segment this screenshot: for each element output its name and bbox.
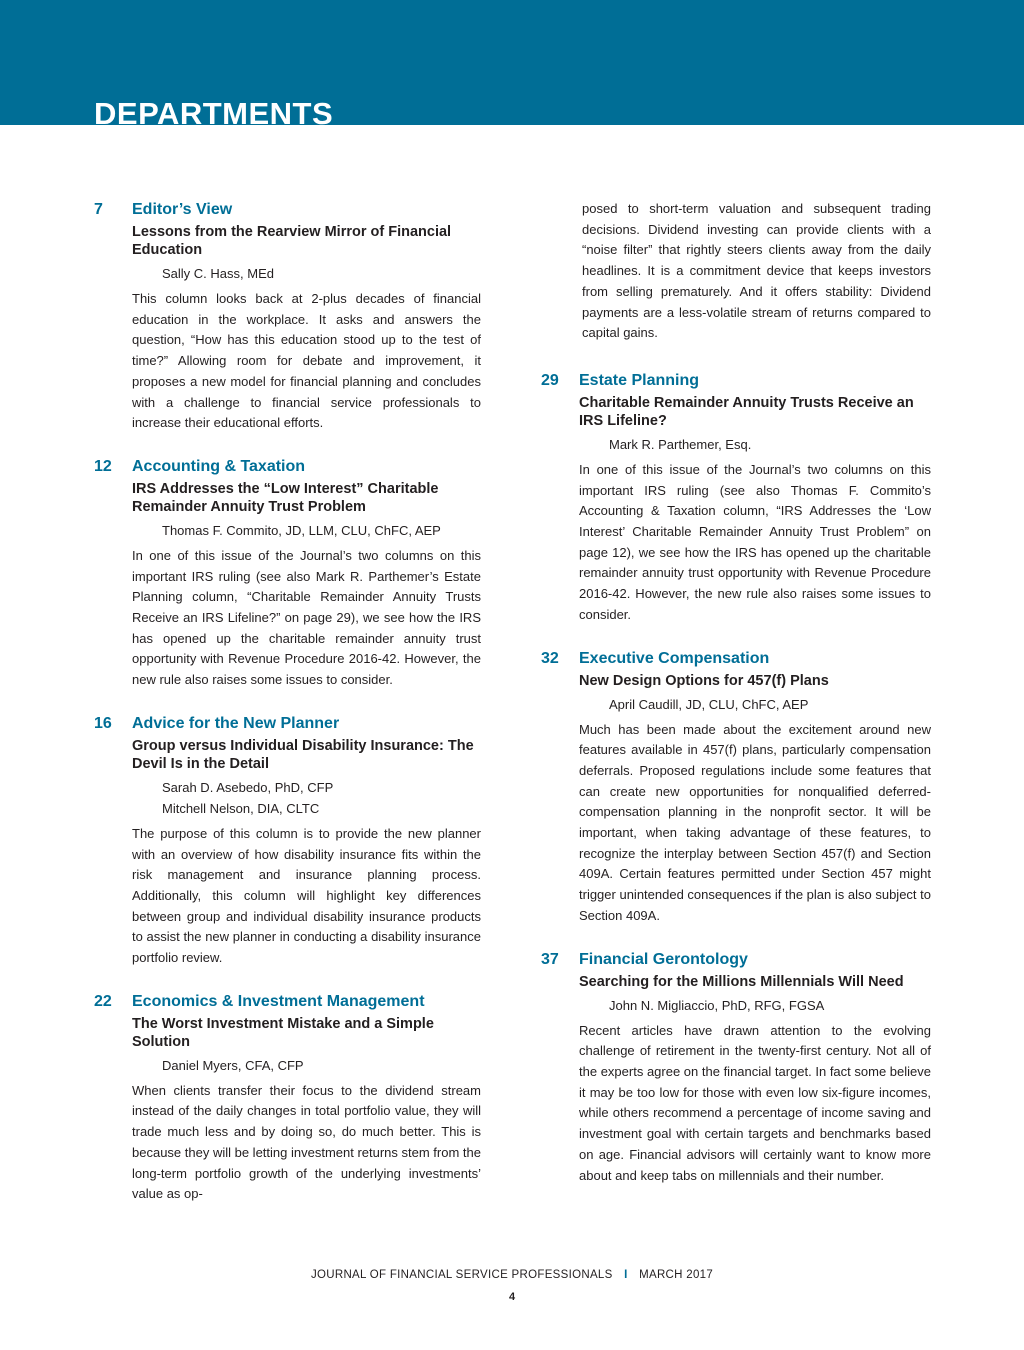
article-title: The Worst Investment Mistake and a Simple Solution	[132, 1015, 434, 1050]
article-title: Group versus Individual Disability Insurance: The Devil Is in the Detail	[132, 737, 474, 772]
toc-entry-economics-investment[interactable]	[94, 991, 481, 1205]
department-name: Executive Compensation	[579, 649, 770, 667]
article-title: Lessons from the Rearview Mirror of Financial Education	[132, 224, 452, 258]
right-column	[541, 199, 931, 1186]
page-number: 12	[94, 457, 112, 475]
page-number: 7	[94, 201, 103, 218]
issue-date: MARCH 2017	[639, 1269, 714, 1281]
journal-name: JOURNAL OF FINANCIAL SERVICE PROFESSIONALS	[310, 1269, 613, 1281]
article-title: IRS Addresses the “Low Interest” Charitable Remainder Annuity Trust Problem	[132, 480, 439, 515]
article-description: In one of this issue of the Journal’s two columns on this important IRS ruling (see also Mark R. Parthemer’s Estate Planning column, “Charitable Remainder Annuity Trusts Receive an IRS Lifeline?” on page 29), we see how the IRS has opened up the charitable remainder annuity trust opportunity with Revenue Procedure 2016-42. However, the new rule also raises some issues to consider.	[132, 547, 481, 688]
toc-entry-accounting-taxation[interactable]	[94, 456, 481, 691]
header-banner	[0, 0, 1024, 131]
author: Mitchell Nelson, DIA, CLTC	[162, 800, 320, 816]
department-name: Editor’s View	[132, 201, 233, 218]
page-number: 16	[94, 714, 112, 732]
article-description-continued: posed to short-term valuation and subsequent trading decisions. Dividend investing can provide clients with a “noise filter” that rightly steers clients away from the daily headlines. It is a commitment device that keeps investors from selling prematurely. And it offers stability: Dividend payments are a less-volatile stream of returns compared to capital gains.	[582, 201, 931, 341]
article-description: The purpose of this column is to provide the new planner with an overview of how disability insurance fits within the risk management and insurance planning process. Additionally, this column will highlight key differences between group and individual disability insurance products to assist the new planner in conducting a disability insurance portfolio review.	[132, 825, 481, 966]
author: John N. Migliaccio, PhD, RFG, FGSA	[609, 997, 825, 1013]
toc-entry-executive-compensation[interactable]	[541, 648, 931, 927]
article-title: New Design Options for 457(f) Plans	[579, 672, 829, 689]
page-number: 32	[541, 649, 559, 667]
article-description: In one of this issue of the Journal’s two columns on this important IRS ruling (see also Thomas F. Commito’s Accounting & Taxation column, “IRS Addresses the ‘Low Interest’ Charitable Remainder Annuity Trust Problem” on page 12), we see how the IRS has opened up the charitable remainder annuity trust opportunity with Revenue Procedure 2016-42. However, the new rule also raises some issues to consider.	[579, 461, 931, 622]
section-title: DEPARTMENTS	[94, 96, 334, 131]
article-title: Charitable Remainder Annuity Trusts Receive an IRS Lifeline?	[579, 394, 914, 429]
toc-entry-estate-planning[interactable]	[541, 370, 931, 626]
department-name: Accounting & Taxation	[132, 457, 306, 475]
folio-page-number: 4	[508, 1291, 516, 1303]
article-title: Searching for the Millions Millennials Will Need	[579, 973, 904, 990]
article-description: When clients transfer their focus to the dividend stream instead of the daily changes in total portfolio value, they will trade much less and by doing so, do much better. This is because they will be letting investment returns stem from the long-term portfolio growth of the underlying investments’ value as op-	[132, 1082, 481, 1202]
footer-separator: I	[624, 1269, 628, 1281]
department-name: Estate Planning	[579, 371, 700, 389]
page-number: 37	[541, 950, 559, 968]
author: Sally C. Hass, MEd	[162, 266, 274, 281]
author: Daniel Myers, CFA, CFP	[162, 1057, 304, 1073]
toc-entry-advice-new-planner[interactable]	[94, 713, 481, 969]
department-name: Economics & Investment Management	[132, 992, 425, 1010]
author: April Caudill, JD, CLU, ChFC, AEP	[609, 696, 809, 712]
page-number: 29	[541, 371, 559, 389]
author: Mark R. Parthemer, Esq.	[609, 436, 752, 452]
toc-entry-financial-gerontology[interactable]	[541, 949, 931, 1187]
author: Thomas F. Commito, JD, LLM, CLU, ChFC, AEP	[162, 522, 441, 538]
department-name: Advice for the New Planner	[132, 714, 340, 732]
footer	[0, 1269, 1024, 1281]
toc-entry-editors-view[interactable]	[94, 199, 481, 434]
left-column	[94, 199, 481, 1205]
page-number: 22	[94, 992, 112, 1010]
article-description: Recent articles have drawn attention to the evolving challenge of retirement in the twenty-first century. Not all of the experts agree on the financial target. In fact some believe it may be too low for those with even low six-figure incomes, while others recommend a percentage of income saving and investment goal with certain targets and benchmarks based on age. Financial advisors will certainly want to know more about and keep tabs on millennials and their number.	[579, 1022, 931, 1183]
article-description: This column looks back at 2-plus decades of financial education in the workplace. It asks and answers the question, “How has this education stood up to the test of time?” Allowing room for debate and improvement, it proposes a new model for financial planning and concludes with a challenge to financial service professionals to increase their educational efforts.	[132, 291, 481, 431]
department-name: Financial Gerontology	[579, 950, 748, 968]
author: Sarah D. Asebedo, PhD, CFP	[162, 779, 334, 795]
article-description: Much has been made about the excitement around new features available in 457(f) plans, particularly compensation deferrals. Proposed regulations include some features that can create new opportunities for nonqualified deferred-compensation planning in the nonprofit sector. It will be important, when taking advantage of these features, to recognize the interplay between Section 457(f) and Section 409A. Certain features permitted under Section 457 might trigger unintended consequences if the plan is also subject to Section 409A.	[579, 721, 931, 923]
